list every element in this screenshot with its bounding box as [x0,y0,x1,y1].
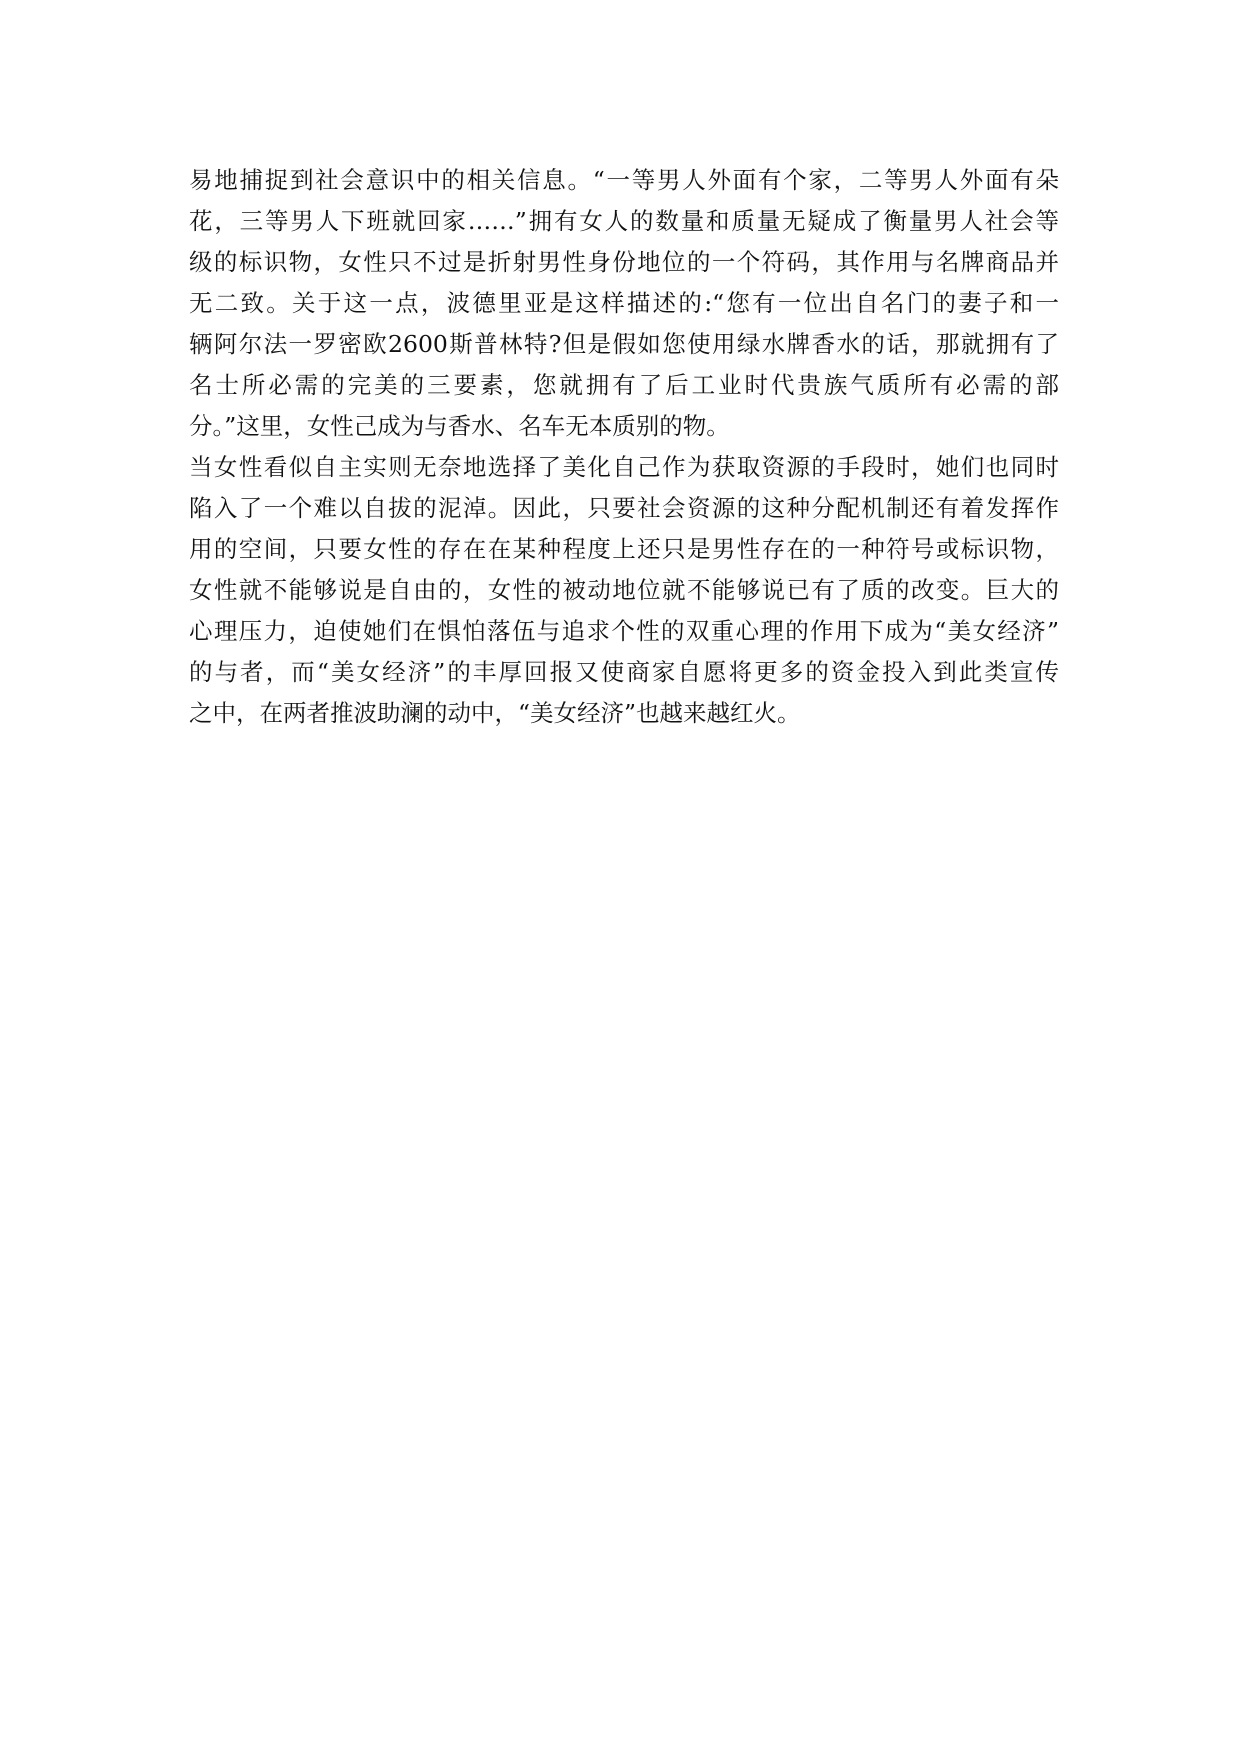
text-line: 陷入了一个难以自拔的泥淖。因此，只要社会资源的这种分配机制还有着发挥作 [189,494,1059,522]
text-line: 花，三等男人下班就回家……”拥有女人的数量和质量无疑成了衡量男人社会等 [189,207,1059,235]
text-line: 当女性看似自主实则无奈地选择了美化自己作为获取资源的手段时，她们也同时 [189,453,1059,481]
text-line: 用的空间，只要女性的存在在某种程度上还只是男性存在的一种符号或标识物， [189,535,1059,563]
text-line: 之中，在两者推波助澜的动中，“美女经济”也越来越红火。 [189,699,801,727]
paragraph [189,447,1059,734]
text-line: 名士所必需的完美的三要素，您就拥有了后工业时代贵族气质所有必需的部 [189,371,1059,399]
body-text [189,160,1059,734]
text-line: 级的标识物，女性只不过是折射男性身份地位的一个符码，其作用与名牌商品并 [189,248,1059,276]
text-line: 易地捕捉到社会意识中的相关信息。“一等男人外面有个家，二等男人外面有朵 [189,166,1059,194]
text-line: 心理压力，迫使她们在惧怕落伍与追求个性的双重心理的作用下成为“美女经济” [189,617,1059,645]
text-line: 分。”这里，女性己成为与香水、名车无本质别的物。 [189,412,730,440]
paragraph [189,160,1059,447]
text-line: 无二致。关于这一点，波德里亚是这样描述的:“您有一位出自名门的妻子和一 [189,289,1059,317]
text-line: 女性就不能够说是自由的，女性的被动地位就不能够说已有了质的改变。巨大的 [189,576,1059,604]
text-line: 辆阿尔法一罗密欧2600斯普林特?但是假如您使用绿水牌香水的话，那就拥有了 [189,330,1059,358]
text-line: 的与者，而“美女经济”的丰厚回报又使商家自愿将更多的资金投入到此类宣传 [189,658,1059,686]
